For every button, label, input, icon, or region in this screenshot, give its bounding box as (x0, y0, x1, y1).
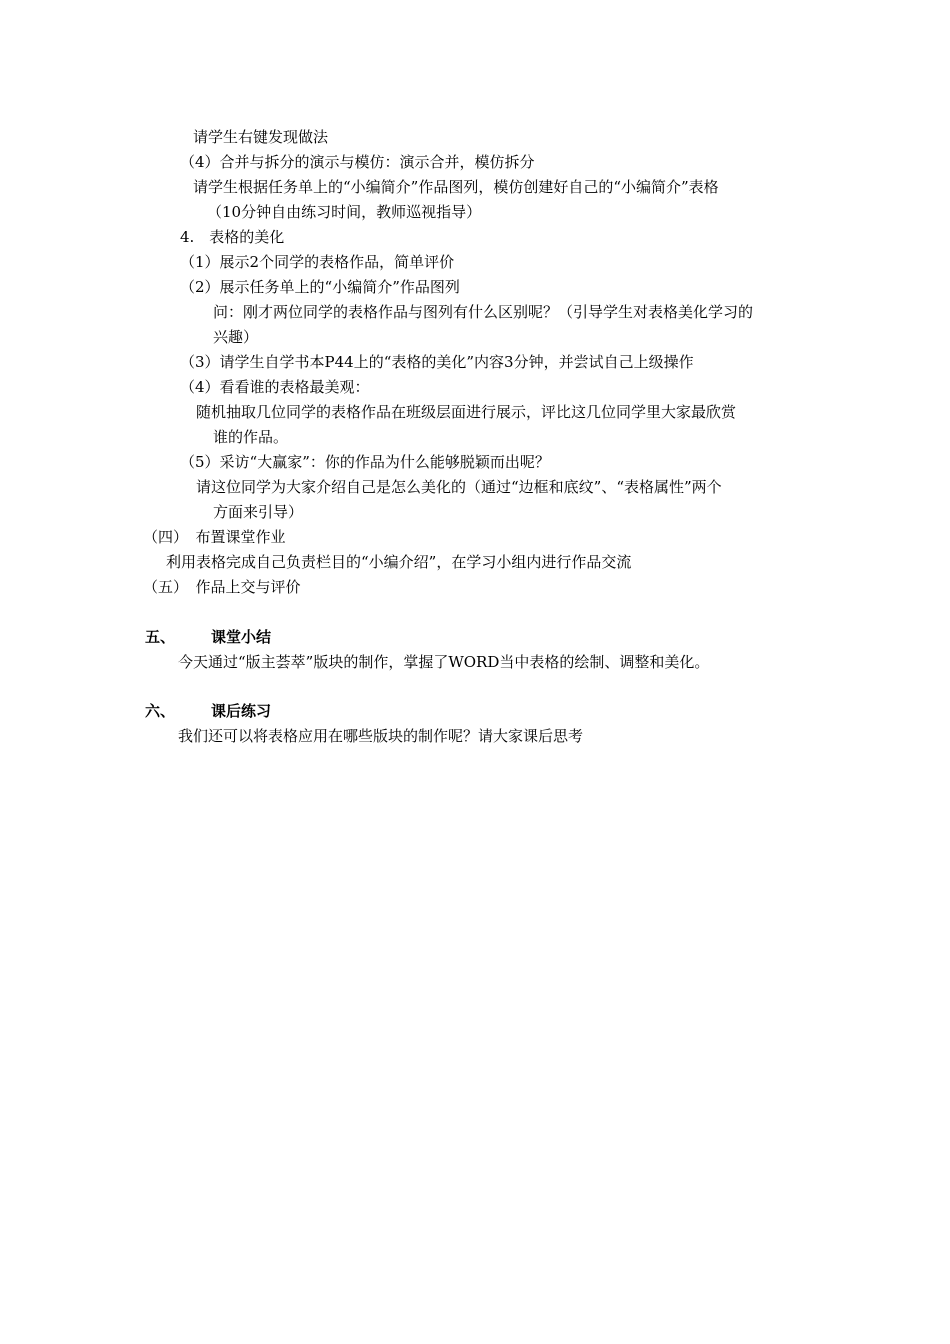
section-title: 课堂小结 (211, 628, 272, 646)
section-body: 我们还可以将表格应用在哪些版块的制作呢？请大家课后思考 (178, 727, 584, 745)
list-item-heading: （3）请学生自学书本P44上的“表格的美化”内容3分钟，并尝试自己上级操作 (180, 353, 694, 371)
text-line: 问：刚才两位同学的表格作品与图列有什么区别呢？（引导学生对表格美化学习的 (213, 303, 754, 321)
list-item-heading: （4）合并与拆分的演示与模仿：演示合并，模仿拆分 (180, 153, 535, 171)
list-item-heading: （4）看看谁的表格最美观： (180, 378, 370, 396)
section-number: 五、 (145, 628, 176, 646)
section-body: 今天通过“版主荟萃”版块的制作，掌握了WORD当中表格的绘制、调整和美化。 (178, 653, 710, 671)
text-line: 方面来引导） (213, 503, 304, 521)
text-line: 随机抽取几位同学的表格作品在班级层面进行展示，评比这几位同学里大家最欣赏 (196, 403, 737, 421)
list-item-heading: （1）展示2个同学的表格作品，简单评价 (180, 253, 455, 271)
list-item-heading: （2）展示任务单上的“小编简介”作品图列 (180, 278, 460, 296)
text-line: 请这位同学为大家介绍自己是怎么美化的（通过“边框和底纹”、“表格属性”两个 (196, 478, 722, 496)
text-line: 请学生根据任务单上的“小编简介”作品图列，模仿创建好自己的“小编简介”表格 (193, 178, 719, 196)
text-line: 利用表格完成自己负责栏目的“小编介绍”，在学习小组内进行作品交流 (166, 553, 632, 571)
numbered-heading: 4. 表格的美化 (180, 228, 285, 246)
text-line: 请学生右键发现做法 (193, 128, 329, 146)
subsection-heading: （五） 作品上交与评价 (143, 578, 301, 596)
section-number: 六、 (145, 702, 176, 720)
list-item-heading: （5）采访“大赢家”：你的作品为什么能够脱颖而出呢？ (180, 453, 550, 471)
text-line: 兴趣） (213, 328, 259, 346)
text-line: 谁的作品。 (213, 428, 289, 446)
subsection-heading: （四） 布置课堂作业 (143, 528, 286, 546)
section-title: 课后练习 (211, 702, 272, 720)
text-line: （10分钟自由练习时间，教师巡视指导） (207, 203, 482, 221)
